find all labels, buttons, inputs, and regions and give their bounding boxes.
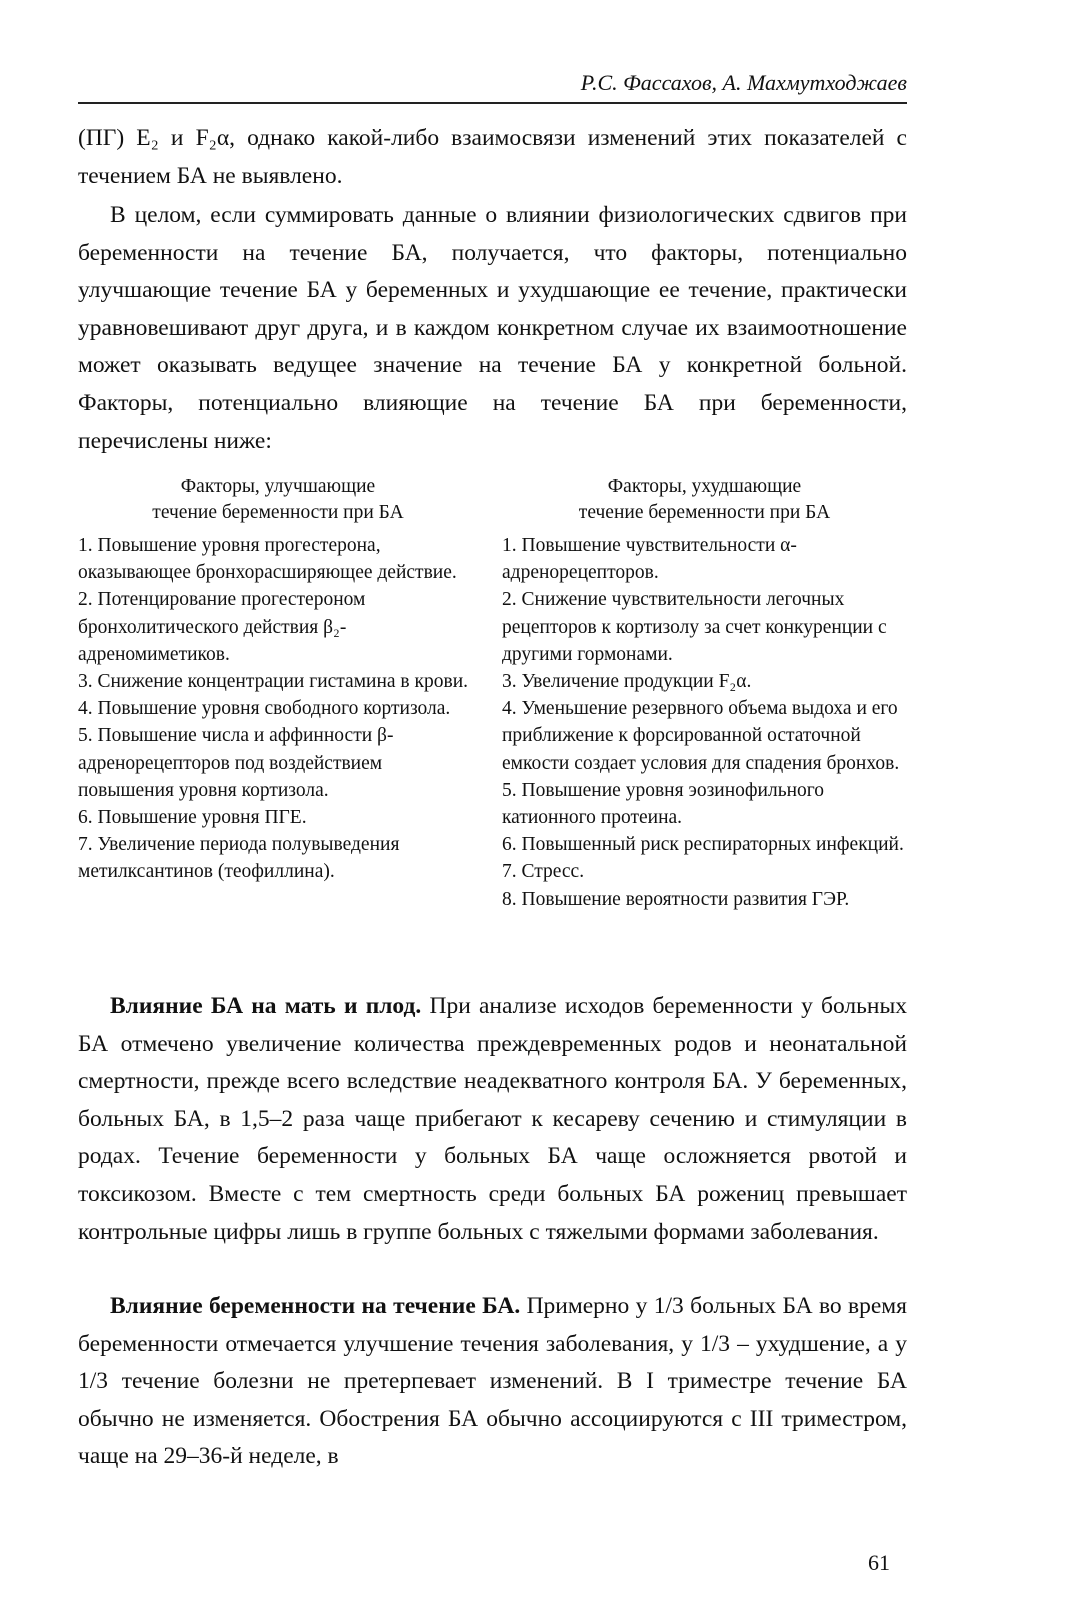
list-item: 5. Повышение числа и аффинности β-адренорецепторов под воздействием повышения уровня кортизола. (78, 725, 394, 801)
list-item: 6. Повышение уровня ПГЕ. (78, 807, 307, 829)
list-item: 6. Повышенный риск респираторных инфекций. (502, 834, 904, 856)
summary-paragraph (78, 197, 907, 460)
page-number: 61 (868, 1550, 890, 1575)
factors-columns (78, 474, 907, 913)
list-item: 7. Стресс. (502, 861, 585, 883)
list-item: 2. Потенцирование прогестероном бронхолитического действия β₂-адреномиметиков. (78, 589, 366, 665)
list-item: 4. Повышение уровня свободного кортизола. (78, 698, 451, 720)
list-item: 4. Уменьшение резервного объема выдоха и его приближение к форсированной остаточной емкости создает условия для спадения бронхов. (502, 698, 900, 774)
improving-factors-column (78, 474, 478, 913)
mother-fetus-section (78, 988, 907, 1251)
heading-line: Факторы, улучшающие (180, 476, 376, 497)
running-head: Р.С. Фассахов, А. Махмутходжаев (78, 70, 907, 104)
worsening-factors-heading (502, 474, 907, 526)
pregnancy-course-paragraph (78, 1288, 907, 1476)
summary-text: В целом, если суммировать данные о влиянии физиологических сдвигов при беременности на течение БА, получается, что факторы, потенциально улучшающие течение БА у беременных и ухудшающие ее течение, практически уравновешивают друг друга, и в каждом конкретном случае их взаимоотношение может оказывать ведущее значение на течение БА у конкретной больной. Факторы, потенциально влияющие на течение БА при беременности, перечислены ниже: (78, 202, 907, 454)
heading-line: Факторы, ухудшающие (607, 476, 802, 497)
heading-line: течение беременности при БА (578, 502, 831, 523)
mother-fetus-paragraph (78, 988, 907, 1251)
section-lead: Влияние беременности на течение БА. (110, 1293, 521, 1319)
improving-factors-heading (78, 474, 478, 526)
intro-paragraph (78, 120, 907, 195)
list-item: 1. Повышение уровня прогестерона, оказывающее бронхорасширяющее действие. (78, 535, 457, 584)
section-text: При анализе исходов беременности у больных БА отмечено увеличение количества преждевременных родов и неонатальной смертности, прежде всего вследствие неадекватного контроля БА. У беременных, больных БА, в 1,5–2 раза чаще прибегают к кесареву сечению и стимуляции в родах. Течение беременности у больных БА чаще осложняется рвотой и токсикозом. Вместе с тем смертность среди больных БА рожениц превышает контрольные цифры лишь в группе больных с тяжелыми формами заболевания. (78, 993, 907, 1245)
list-item: 8. Повышение вероятности развития ГЭР. (502, 888, 850, 910)
list-item: 3. Снижение концентрации гистамина в крови. (78, 671, 469, 693)
intro-text: (ПГ) E₂ и F₂α, однако какой-либо взаимосвязи изменений этих показателей с течением БА не выявлено. (78, 125, 907, 189)
heading-line: течение беременности при БА (152, 502, 404, 523)
list-item: 2. Снижение чувствительности легочных рецепторов к кортизолу за счет конкуренции с другими гормонами. (502, 589, 887, 665)
list-item: 5. Повышение уровня эозинофильного катионного протеина. (502, 779, 825, 829)
list-item: 7. Увеличение периода полувыведения метилксантинов (теофиллина). (78, 834, 400, 883)
pregnancy-course-section (78, 1288, 907, 1476)
list-item: 3. Увеличение продукции F₂α. (502, 671, 752, 693)
section-text: Примерно у 1/3 больных БА во время беременности отмечается улучшение течения заболевания, у 1/3 – ухудшение, а у 1/3 течение болезни не претерпевает изменений. В I триместре течение БА обычно не изменяется. Обострения БА обычно ассоциируются с III триместром, чаще на 29–36-й неделе, в (78, 1293, 907, 1470)
worsening-factors-column (502, 474, 907, 913)
section-lead: Влияние БА на мать и плод. (110, 993, 422, 1019)
list-item: 1. Повышение чувствительности α-адренорецепторов. (502, 535, 797, 584)
